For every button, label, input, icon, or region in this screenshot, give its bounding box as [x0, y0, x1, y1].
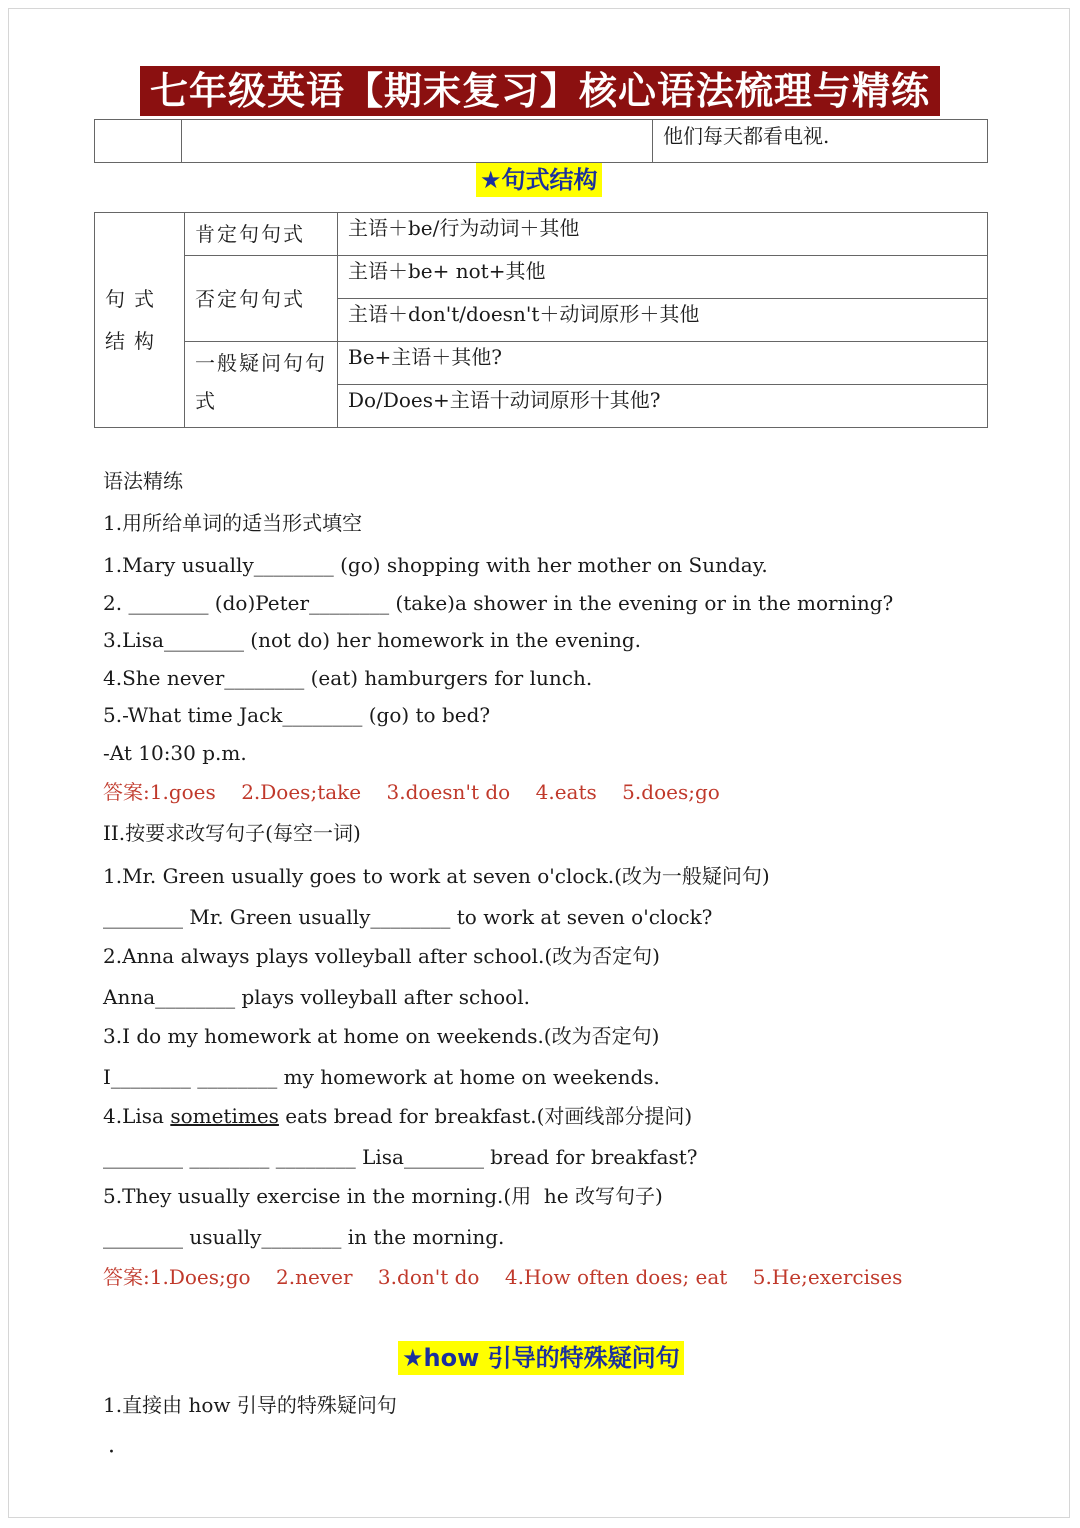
part2-line-5: 3.I do my homework at home on weekends.(改为否定句)	[103, 1024, 660, 1048]
q4-after: eats bread for breakfast.(对画线部分提问)	[278, 1104, 693, 1128]
part1-answer: 答案:1.goes 2.Does;take 3.doesn't do 4.eats 5.does;go	[103, 780, 720, 804]
part2-line-1: 1.Mr. Green usually goes to work at seven o'clock.(改为一般疑问句)	[103, 864, 770, 888]
part2-line-9: ________ usually________ in the morning.	[103, 1225, 505, 1249]
pattern-question-do: Do/Does+主语十动词原形十其他?	[338, 385, 988, 428]
part1-line-5: 5.-What time Jack________ (go) to bed?	[103, 703, 491, 727]
part1-line-3: 3.Lisa________ (not do) her homework in the evening.	[103, 628, 642, 652]
part2-question-4	[103, 1103, 692, 1129]
section2-line-1: 1.直接由 how 引导的特殊疑问句	[103, 1393, 397, 1417]
part1-line-1: 1.Mary usually________ (go) shopping with her mother on Sunday.	[103, 553, 768, 577]
type-affirmative: 肯定句句式	[185, 213, 338, 256]
part2-line-3: 2.Anna always plays volleyball after school.(改为否定句)	[103, 944, 660, 968]
part1-line-4: 4.She never________ (eat) hamburgers for lunch.	[103, 666, 593, 690]
bullet-dot: ·	[108, 1440, 115, 1465]
top-table-cell-1	[95, 120, 182, 163]
part2-title: II.按要求改写句子(每空一词)	[103, 821, 361, 845]
part1-title: 1.用所给单词的适当形式填空	[103, 511, 363, 535]
top-table	[94, 119, 988, 163]
part2-answer: 答案:1.Does;go 2.never 3.don't do 4.How often does; eat 5.He;exercises	[103, 1265, 903, 1289]
section-heading-how-questions: ★how 引导的特殊疑问句	[398, 1341, 684, 1375]
category-cell: 句式结构	[95, 213, 185, 428]
type-negative: 否定句句式	[185, 256, 338, 342]
q4-before: 4.Lisa	[103, 1104, 171, 1128]
section-heading-sentence-structure: ★句式结构	[476, 163, 602, 197]
part2-line-8: 5.They usually exercise in the morning.(用 he 改写句子)	[103, 1184, 663, 1208]
sentence-structure-table	[94, 212, 988, 428]
part2-line-6: I________ ________ my homework at home on weekends.	[103, 1065, 660, 1089]
part2-line-4: Anna________ plays volleyball after school.	[103, 985, 530, 1009]
pattern-affirmative: 主语＋be/行为动词＋其他	[338, 213, 988, 256]
top-table-cell-3: 他们每天都看电视.	[653, 120, 988, 163]
part1-line-6: -At 10:30 p.m.	[103, 741, 247, 765]
pattern-question-be: Be+主语＋其他?	[338, 342, 988, 385]
pattern-negative-be: 主语＋be+ not+其他	[338, 256, 988, 299]
pattern-negative-do: 主语＋don't/doesn't＋动词原形＋其他	[338, 299, 988, 342]
document-title: 七年级英语【期末复习】核心语法梳理与精练	[140, 66, 940, 116]
practice-heading: 语法精练	[103, 469, 183, 493]
type-question: 一般疑问句句式	[185, 342, 338, 428]
top-table-cell-2	[182, 120, 653, 163]
part2-line-7: ________ ________ ________ Lisa________ bread for breakfast?	[103, 1145, 698, 1169]
q4-underlined: sometimes	[170, 1104, 279, 1128]
part2-line-2: ________ Mr. Green usually________ to work at seven o'clock?	[103, 905, 713, 929]
part1-line-2: 2. ________ (do)Peter________ (take)a shower in the evening or in the morning?	[103, 591, 894, 615]
